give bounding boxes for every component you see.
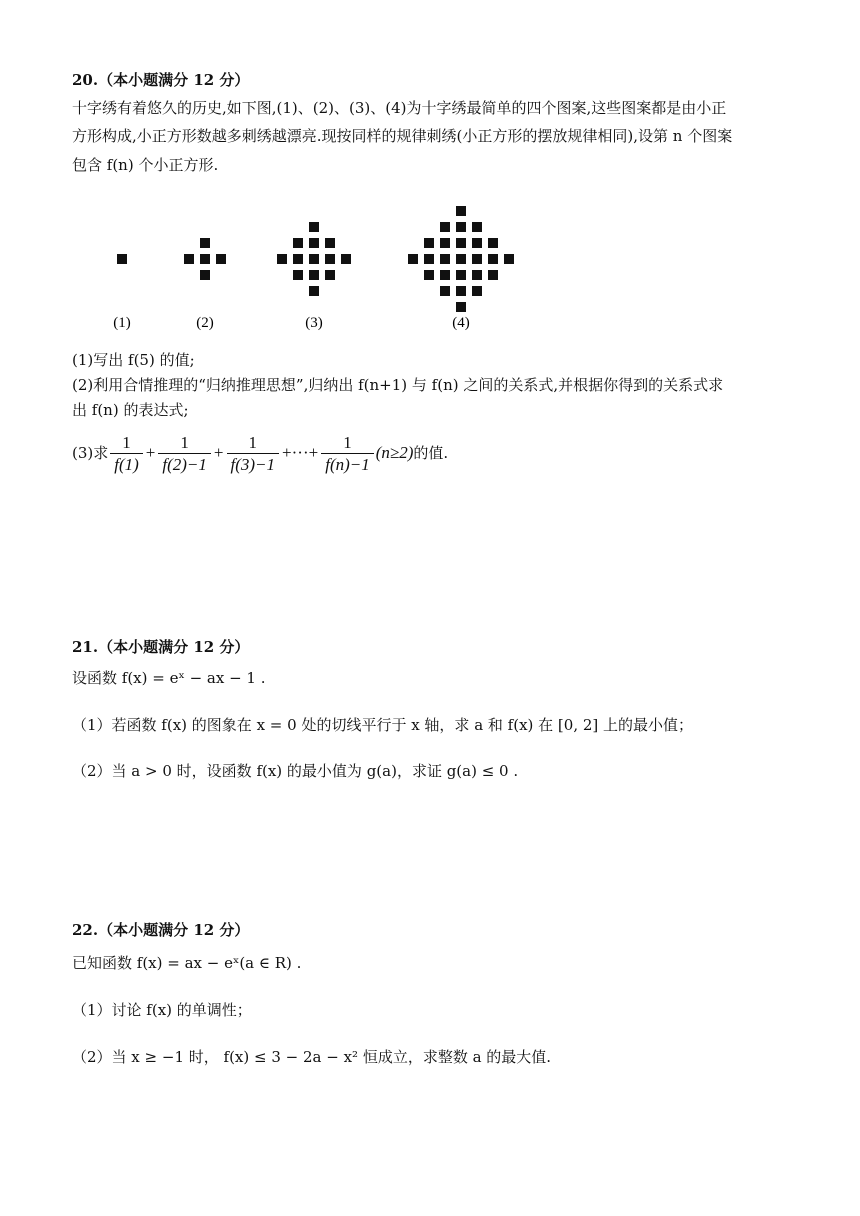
fraction-term-n: $\frac{1}{f(n)-1}$ (321, 433, 374, 476)
q22-part1: （1）讨论 f(x) 的单调性； (72, 1001, 252, 1019)
stitch-square (293, 238, 303, 248)
stitch-square (293, 270, 303, 280)
stitch-square (472, 254, 482, 264)
q20-heading: 20.（本小题满分 12 分） (72, 71, 250, 89)
q20-intro-line3: 包含 f(n) 个小正方形. (72, 156, 219, 174)
stitch-square (440, 238, 450, 248)
stitch-square (424, 254, 434, 264)
q20-part2-line1: (2)利用合情推理的“归纳推理思想”,归纳出 f(n+1) 与 f(n) 之间的关系式,并根据你得到的关系式求 (72, 376, 724, 394)
stitch-square (504, 254, 514, 264)
stitch-square (456, 254, 466, 264)
q20-intro-line1: 十字绣有着悠久的历史,如下图,(1)、(2)、(3)、(4)为十字绣最简单的四个图案,这些图案都是由小正 (72, 99, 727, 117)
stitch-square (200, 270, 210, 280)
plus-sign-1: + (145, 443, 156, 462)
stitch-square (440, 270, 450, 280)
q20-part2-line2: 出 f(n) 的表达式; (72, 401, 189, 419)
q20-part1: (1)写出 f(5) 的值; (72, 351, 195, 369)
stitch-square (456, 302, 466, 312)
stitch-square (325, 238, 335, 248)
stitch-square (184, 254, 194, 264)
q22-heading: 22.（本小题满分 12 分） (72, 921, 250, 939)
figure-label-2: (2) (196, 315, 214, 331)
q20-intro-line2: 方形构成,小正方形数越多刺绣越漂亮.现按同样的规律刺绣(小正方形的摆放规律相同),设第 n 个图案 (72, 127, 733, 145)
q22-intro: 已知函数 f(x) = ax − eˣ(a ∈ R) . (72, 954, 302, 972)
q21-part1: （1）若函数 f(x) 的图象在 x = 0 处的切线平行于 x 轴，求 a 和 f(x) 在 [0, 2] 上的最小值； (72, 716, 694, 734)
fraction-term-3: $\frac{1}{f(3)-1}$ (227, 433, 280, 476)
stitch-square (309, 238, 319, 248)
figure-label-1: (1) (113, 315, 131, 331)
stitch-square (456, 286, 466, 296)
stitch-square (309, 270, 319, 280)
stitch-square (293, 254, 303, 264)
q20-part3-suffix: 的值. (413, 444, 449, 462)
q20-part3-prefix: (3)求 (72, 444, 109, 462)
stitch-square (200, 254, 210, 264)
stitch-square (488, 270, 498, 280)
stitch-square (200, 238, 210, 248)
q20-part3-condition: (n≥2) (375, 443, 414, 462)
stitch-square (440, 286, 450, 296)
stitch-square (408, 254, 418, 264)
stitch-square (440, 254, 450, 264)
stitch-square (309, 286, 319, 296)
stitch-square (456, 206, 466, 216)
fraction-term-1: $\frac{1}{f(1)}$ (110, 433, 143, 476)
stitch-square (117, 254, 127, 264)
q22-part2: （2）当 x ≥ −1 时， f(x) ≤ 3 − 2a − x² 恒成立，求整数 a 的最大值. (72, 1048, 552, 1066)
q20-part3 (72, 428, 448, 478)
stitch-square (472, 286, 482, 296)
stitch-square (456, 222, 466, 232)
q21-intro: 设函数 f(x) = eˣ − ax − 1 . (72, 669, 266, 687)
stitch-square (456, 270, 466, 280)
stitch-square (325, 270, 335, 280)
stitch-square (488, 238, 498, 248)
stitch-square (341, 254, 351, 264)
figure-label-3: (3) (305, 315, 323, 331)
cross-stitch-patterns (117, 206, 514, 312)
fraction-term-2: $\frac{1}{f(2)-1}$ (158, 433, 211, 476)
stitch-square (456, 238, 466, 248)
q21-part2: （2）当 a > 0 时，设函数 f(x) 的最小值为 g(a)，求证 g(a) ≤ 0 . (72, 762, 519, 780)
cross-stitch-figure (100, 195, 540, 340)
stitch-square (325, 254, 335, 264)
stitch-square (309, 254, 319, 264)
stitch-square (472, 238, 482, 248)
stitch-square (216, 254, 226, 264)
stitch-square (488, 254, 498, 264)
stitch-square (277, 254, 287, 264)
stitch-square (309, 222, 319, 232)
stitch-square (440, 222, 450, 232)
ellipsis-sum: +···+ (282, 443, 319, 462)
plus-sign-2: + (213, 443, 224, 462)
q21-heading: 21.（本小题满分 12 分） (72, 638, 250, 656)
stitch-square (424, 270, 434, 280)
stitch-square (472, 222, 482, 232)
figure-label-4: (4) (452, 315, 470, 331)
stitch-square (472, 270, 482, 280)
stitch-square (424, 238, 434, 248)
